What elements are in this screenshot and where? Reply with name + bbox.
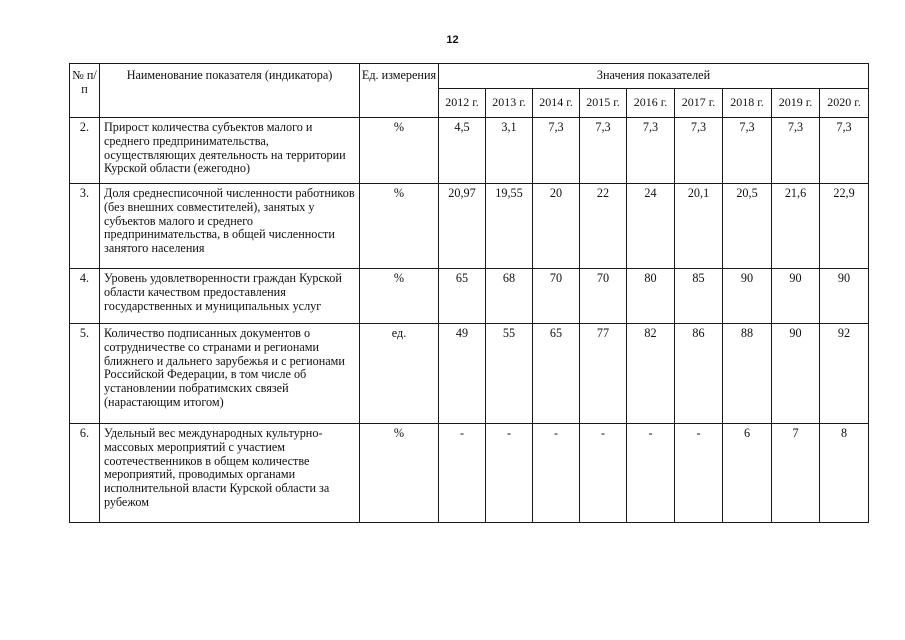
indicator-value: -	[675, 424, 723, 523]
indicator-value: 92	[820, 324, 869, 424]
header-year: 2015 г.	[580, 89, 627, 118]
indicator-value: 7,3	[723, 118, 772, 184]
indicator-name: Количество подписанных документов о сотрудничестве со странами и регионами ближнего и дальнего зарубежья и с регионами Российской Федерации, в том числе об установлении побратимских связей (нарастающим итогом)	[100, 324, 360, 424]
header-year: 2013 г.	[486, 89, 533, 118]
indicator-value: 80	[627, 269, 675, 324]
indicator-value: -	[486, 424, 533, 523]
indicator-value: 20,97	[439, 184, 486, 269]
indicator-unit: ед.	[360, 324, 439, 424]
indicator-value: 19,55	[486, 184, 533, 269]
header-number: № п/п	[70, 64, 100, 118]
indicator-value: 86	[675, 324, 723, 424]
indicator-value: -	[627, 424, 675, 523]
row-number: 3.	[70, 184, 100, 269]
indicator-value: 65	[439, 269, 486, 324]
indicator-unit: %	[360, 424, 439, 523]
table-row	[70, 269, 869, 324]
indicator-unit: %	[360, 184, 439, 269]
indicator-value: 20	[533, 184, 580, 269]
indicator-value: 8	[820, 424, 869, 523]
indicator-value: 3,1	[486, 118, 533, 184]
indicator-value: 7	[772, 424, 820, 523]
header-values: Значения показателей	[439, 64, 869, 89]
table-row	[70, 118, 869, 184]
indicator-value: 6	[723, 424, 772, 523]
indicator-value: 90	[772, 324, 820, 424]
indicator-value: 20,1	[675, 184, 723, 269]
indicator-value: 70	[580, 269, 627, 324]
header-year: 2012 г.	[439, 89, 486, 118]
header-year: 2017 г.	[675, 89, 723, 118]
table-row	[70, 424, 869, 523]
indicator-value: 22	[580, 184, 627, 269]
indicator-value: 90	[772, 269, 820, 324]
indicator-name: Прирост количества субъектов малого и среднего предпринимательства, осуществляющих деятельность на территории Курской области (ежегодно)	[100, 118, 360, 184]
indicator-value: 68	[486, 269, 533, 324]
indicator-value: 70	[533, 269, 580, 324]
row-number: 5.	[70, 324, 100, 424]
row-number: 2.	[70, 118, 100, 184]
indicator-name: Доля среднесписочной численности работников (без внешних совместителей), занятых у субъектов малого и среднего предпринимательства, в общей численности занятого населения	[100, 184, 360, 269]
indicator-value: 20,5	[723, 184, 772, 269]
row-number: 6.	[70, 424, 100, 523]
indicator-value: 82	[627, 324, 675, 424]
indicator-value: 88	[723, 324, 772, 424]
indicator-value: 90	[820, 269, 869, 324]
indicator-value: 7,3	[533, 118, 580, 184]
indicator-name: Уровень удовлетворенности граждан Курской области качеством предоставления государственных и муниципальных услуг	[100, 269, 360, 324]
indicator-value: 7,3	[580, 118, 627, 184]
page-number: 12	[446, 34, 459, 46]
indicator-value: 24	[627, 184, 675, 269]
indicator-value: 49	[439, 324, 486, 424]
header-year: 2018 г.	[723, 89, 772, 118]
indicator-value: 7,3	[675, 118, 723, 184]
table-row	[70, 324, 869, 424]
table-row	[70, 184, 869, 269]
indicator-value: 7,3	[820, 118, 869, 184]
header-indicator-name: Наименование показателя (индикатора)	[100, 64, 360, 118]
header-year: 2020 г.	[820, 89, 869, 118]
header-year: 2016 г.	[627, 89, 675, 118]
header-year: 2019 г.	[772, 89, 820, 118]
indicator-value: 65	[533, 324, 580, 424]
indicator-name: Удельный вес международных культурно-массовых мероприятий с участием соотечественников в общем количестве мероприятий, проводимых органами исполнительной власти Курской области за рубежом	[100, 424, 360, 523]
header-year: 2014 г.	[533, 89, 580, 118]
indicator-value: 7,3	[627, 118, 675, 184]
indicators-table	[69, 63, 869, 523]
indicator-value: 4,5	[439, 118, 486, 184]
indicator-value: 85	[675, 269, 723, 324]
indicator-value: -	[439, 424, 486, 523]
row-number: 4.	[70, 269, 100, 324]
indicator-value: 90	[723, 269, 772, 324]
indicator-value: 55	[486, 324, 533, 424]
indicator-value: 21,6	[772, 184, 820, 269]
indicator-value: 77	[580, 324, 627, 424]
indicator-unit: %	[360, 269, 439, 324]
indicator-value: -	[533, 424, 580, 523]
indicator-value: 7,3	[772, 118, 820, 184]
indicator-value: 22,9	[820, 184, 869, 269]
header-unit: Ед. измерения	[360, 64, 439, 118]
indicator-unit: %	[360, 118, 439, 184]
indicator-value: -	[580, 424, 627, 523]
